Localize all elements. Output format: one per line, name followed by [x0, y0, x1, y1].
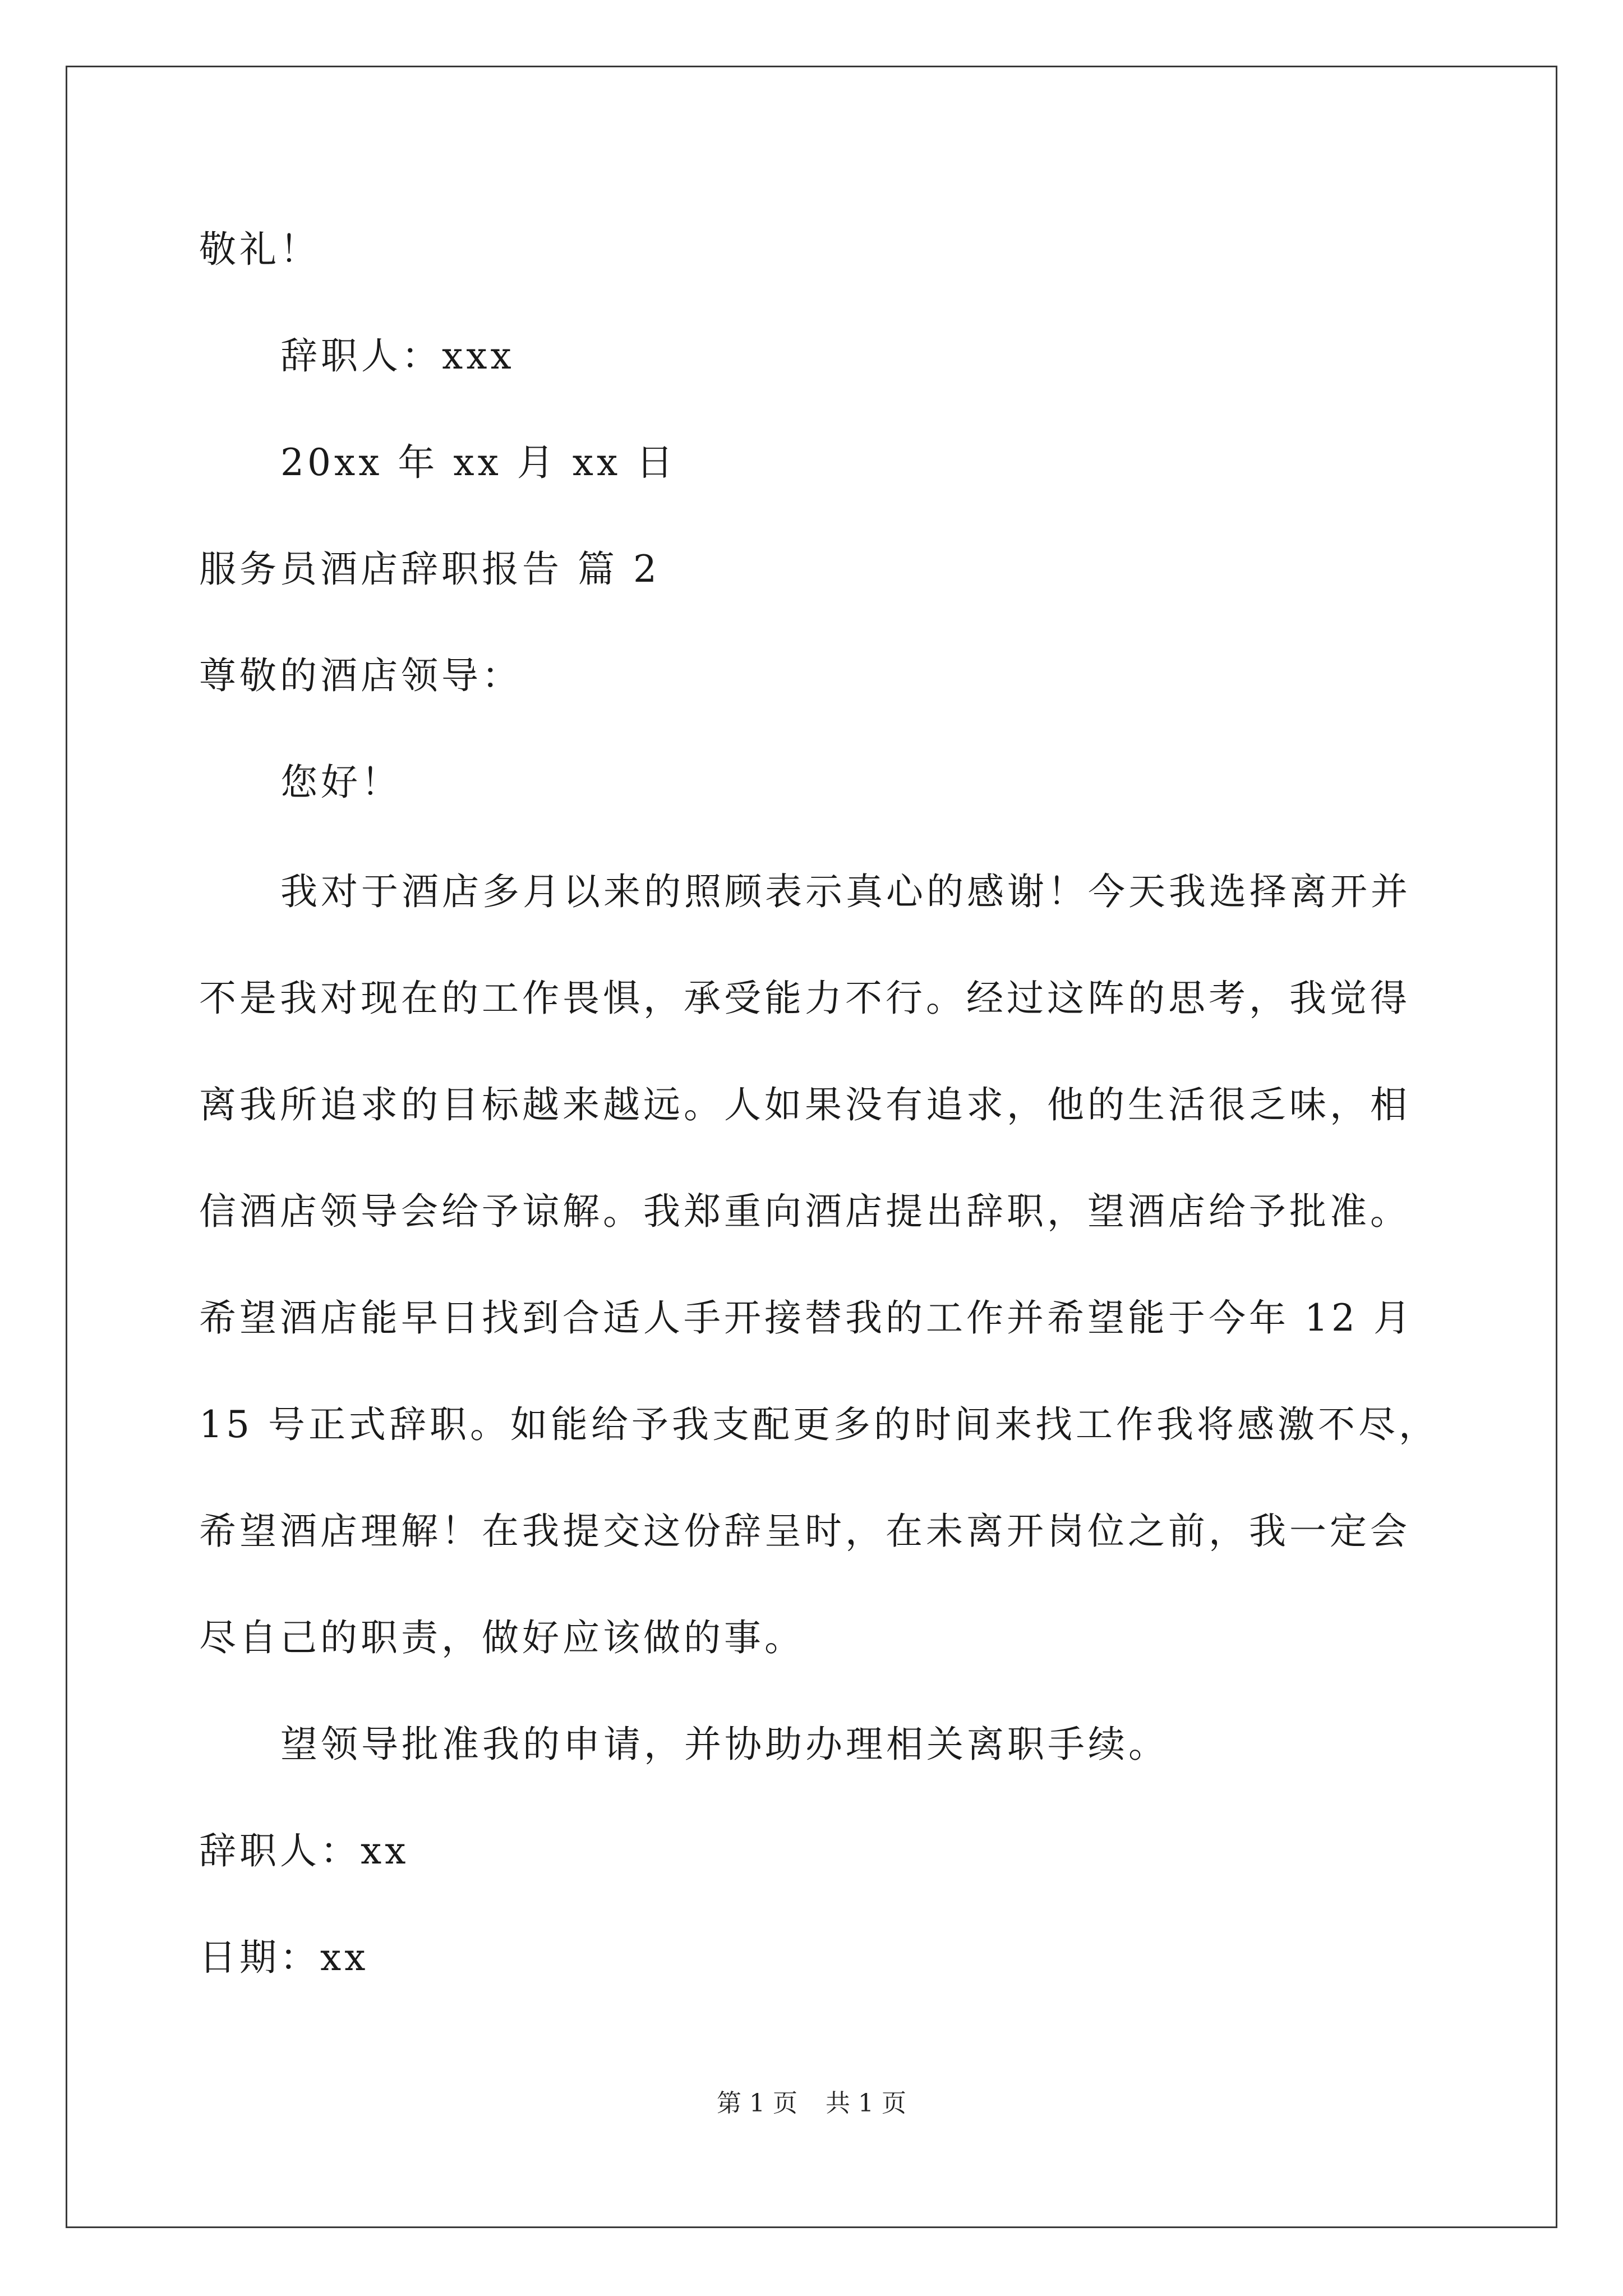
page-border: [66, 66, 1557, 2228]
paragraph-line: 离我所追求的目标越来越远。人如果没有追求，他的生活很乏味，相: [199, 1083, 1410, 1126]
section-title: 服务员酒店辞职报告 篇 2: [199, 547, 660, 591]
page-total: 共 1 页: [826, 2089, 906, 2118]
request-line: 望领导批准我的申请，并协助办理相关离职手续。: [280, 1723, 1169, 1766]
date-line: 20xx 年 xx 月 xx 日: [280, 441, 677, 484]
paragraph-line: 不是我对现在的工作畏惧，承受能力不行。经过这阵的思考，我觉得: [199, 977, 1410, 1020]
paragraph-line: 希望酒店能早日找到合适人手开接替我的工作并希望能于今年 12 月: [199, 1296, 1414, 1340]
paragraph-line: 信酒店领导会给予谅解。我郑重向酒店提出辞职，望酒店给予批准。: [199, 1190, 1410, 1233]
paragraph-line: 希望酒店理解！在我提交这份辞呈时，在未离开岗位之前，我一定会: [199, 1510, 1410, 1553]
page-footer: [0, 2087, 1623, 2120]
signer-line-2: 辞职人：xx: [199, 1829, 409, 1872]
paragraph-line: 尽自己的职责，做好应该做的事。: [199, 1616, 805, 1659]
date-line-2: 日期：xx: [199, 1936, 369, 1979]
closing-line: 敬礼！: [199, 228, 320, 271]
salutation-line: 尊敬的酒店领导：: [199, 654, 522, 697]
paragraph-line: 我对于酒店多月以来的照顾表示真心的感谢！今天我选择离开并: [280, 870, 1411, 913]
paragraph-line: 15 号正式辞职。如能给予我支配更多的时间来找工作我将感激不尽，: [199, 1403, 1439, 1446]
page-number: 第 1 页: [717, 2089, 797, 2118]
greeting-line: 您好！: [280, 761, 402, 804]
signer-line: 辞职人：xxx: [280, 334, 515, 378]
